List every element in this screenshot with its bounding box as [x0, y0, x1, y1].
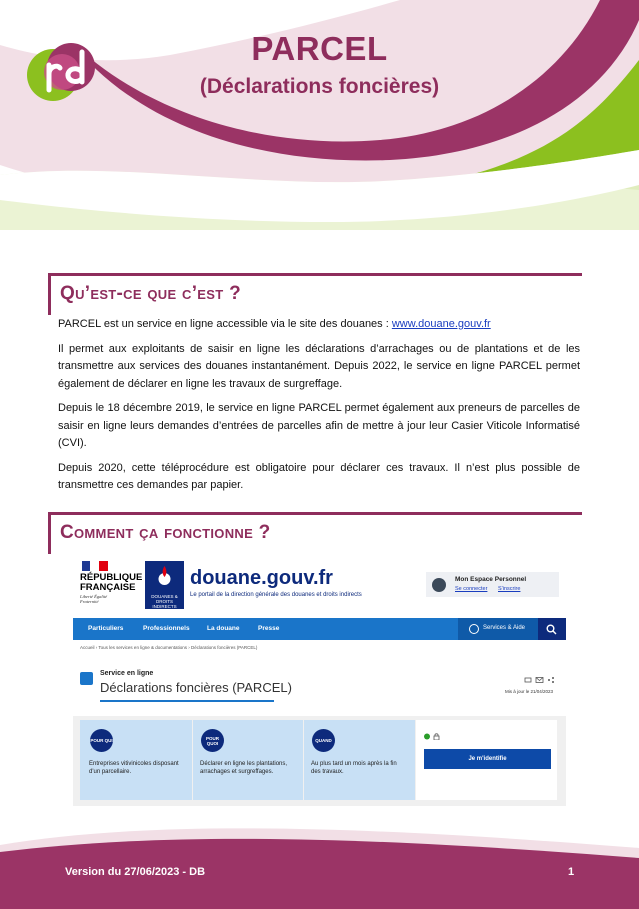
douane-emblem-icon — [157, 565, 172, 587]
rf-line-2: FRANÇAISE — [80, 582, 136, 593]
secure-lock-icon — [424, 733, 440, 740]
nav-item-professionnels[interactable]: Professionnels — [143, 625, 190, 632]
badge-pour-quoi: POUR QUOI — [201, 729, 224, 752]
intro-text — [58, 316, 580, 502]
section-heading-how — [48, 512, 582, 554]
login-button[interactable]: Je m'identifie — [424, 749, 551, 769]
page-number: 1 — [568, 866, 575, 878]
nav-item-presse[interactable]: Presse — [258, 625, 280, 632]
douane-link[interactable]: www.douane.gouv.fr — [391, 318, 491, 330]
republique-flag-icon — [82, 561, 108, 571]
service-label: Service en ligne — [100, 670, 154, 677]
card-text: Au plus tard un mois après la fin des travaux. — [311, 761, 397, 775]
card-text: Déclarer en ligne les plantations, arrachages et surgreffages. — [200, 761, 288, 775]
intro-paragraph-1 — [58, 316, 580, 334]
site-tagline: Le portail de la direction générale des douanes et droits indirects — [190, 592, 362, 598]
service-update-date: Mis à jour le 21/04/2023 — [505, 689, 554, 694]
service-icon — [80, 672, 93, 685]
search-icon — [546, 624, 557, 635]
intro-paragraph-2: Il permet aux exploitants de saisir en ligne les déclarations d’arrachages ou de plantations et de les transmettre aux services des douanes instantanément. Depuis 2022, le service en ligne PARCEL permet également de déclarer en ligne les travaux de surgreffage. — [58, 342, 580, 390]
intro-paragraph-4: Depuis 2020, cette téléprocédure est obligatoire pour déclarer ces travaux. Il n’est plus possible de transmettre ces demandes par papier. — [58, 461, 580, 491]
section-title: Qu’est-ce que c’est ? — [60, 283, 241, 304]
douane-logo-label: DOUANES & DROITS INDIRECTS — [151, 594, 178, 609]
page-subtitle: (Déclarations foncières) — [199, 75, 440, 98]
section-heading-what — [48, 273, 582, 315]
service-underline — [100, 700, 274, 702]
user-icon — [432, 578, 446, 592]
rf-line-1: RÉPUBLIQUE — [80, 572, 143, 583]
nav-item-la-douane[interactable]: La douane — [207, 625, 240, 632]
card-text: Entreprises vitivinicoles disposant d'un parcellaire. — [89, 761, 179, 775]
footer-banner — [0, 820, 639, 909]
footer-version: Version du 27/06/2023 - DB — [65, 866, 206, 878]
intro-p1-text: PARCEL est un service en ligne accessible via le site des douanes : — [58, 318, 392, 330]
republique-label — [80, 573, 142, 593]
section-title: Comment ça fonctionne ? — [60, 522, 271, 543]
help-icon — [469, 624, 479, 634]
breadcrumb: Accueil › Tous les services en ligne & documentations › Déclarations foncières (PARCEL) — [80, 645, 258, 650]
republique-motto: Liberté Égalité Fraternité — [80, 594, 108, 604]
intro-paragraph-3: Depuis le 18 décembre 2019, le service en ligne PARCEL permet également aux preneurs de parcelles de saisir en ligne leurs demandes d’entrées de parcelles afin de mettre à jour leur Casier Viticole Informatisé (CVI). — [58, 402, 580, 449]
page-title: PARCEL — [251, 30, 388, 67]
help-label: Services & Aide — [483, 625, 526, 631]
nav-item-particuliers[interactable]: Particuliers — [88, 625, 124, 632]
badge-quand: QUAND — [312, 729, 335, 752]
login-link[interactable]: Se connecter — [455, 586, 488, 592]
personal-space-title: Mon Espace Personnel — [455, 576, 527, 583]
service-title: Déclarations foncières (PARCEL) — [100, 680, 292, 695]
site-name[interactable]: douane.gouv.fr — [190, 567, 333, 589]
badge-pour-qui: POUR QUI — [90, 729, 113, 752]
register-link[interactable]: S'inscrire — [498, 586, 521, 592]
share-tools-icon[interactable] — [524, 676, 556, 684]
